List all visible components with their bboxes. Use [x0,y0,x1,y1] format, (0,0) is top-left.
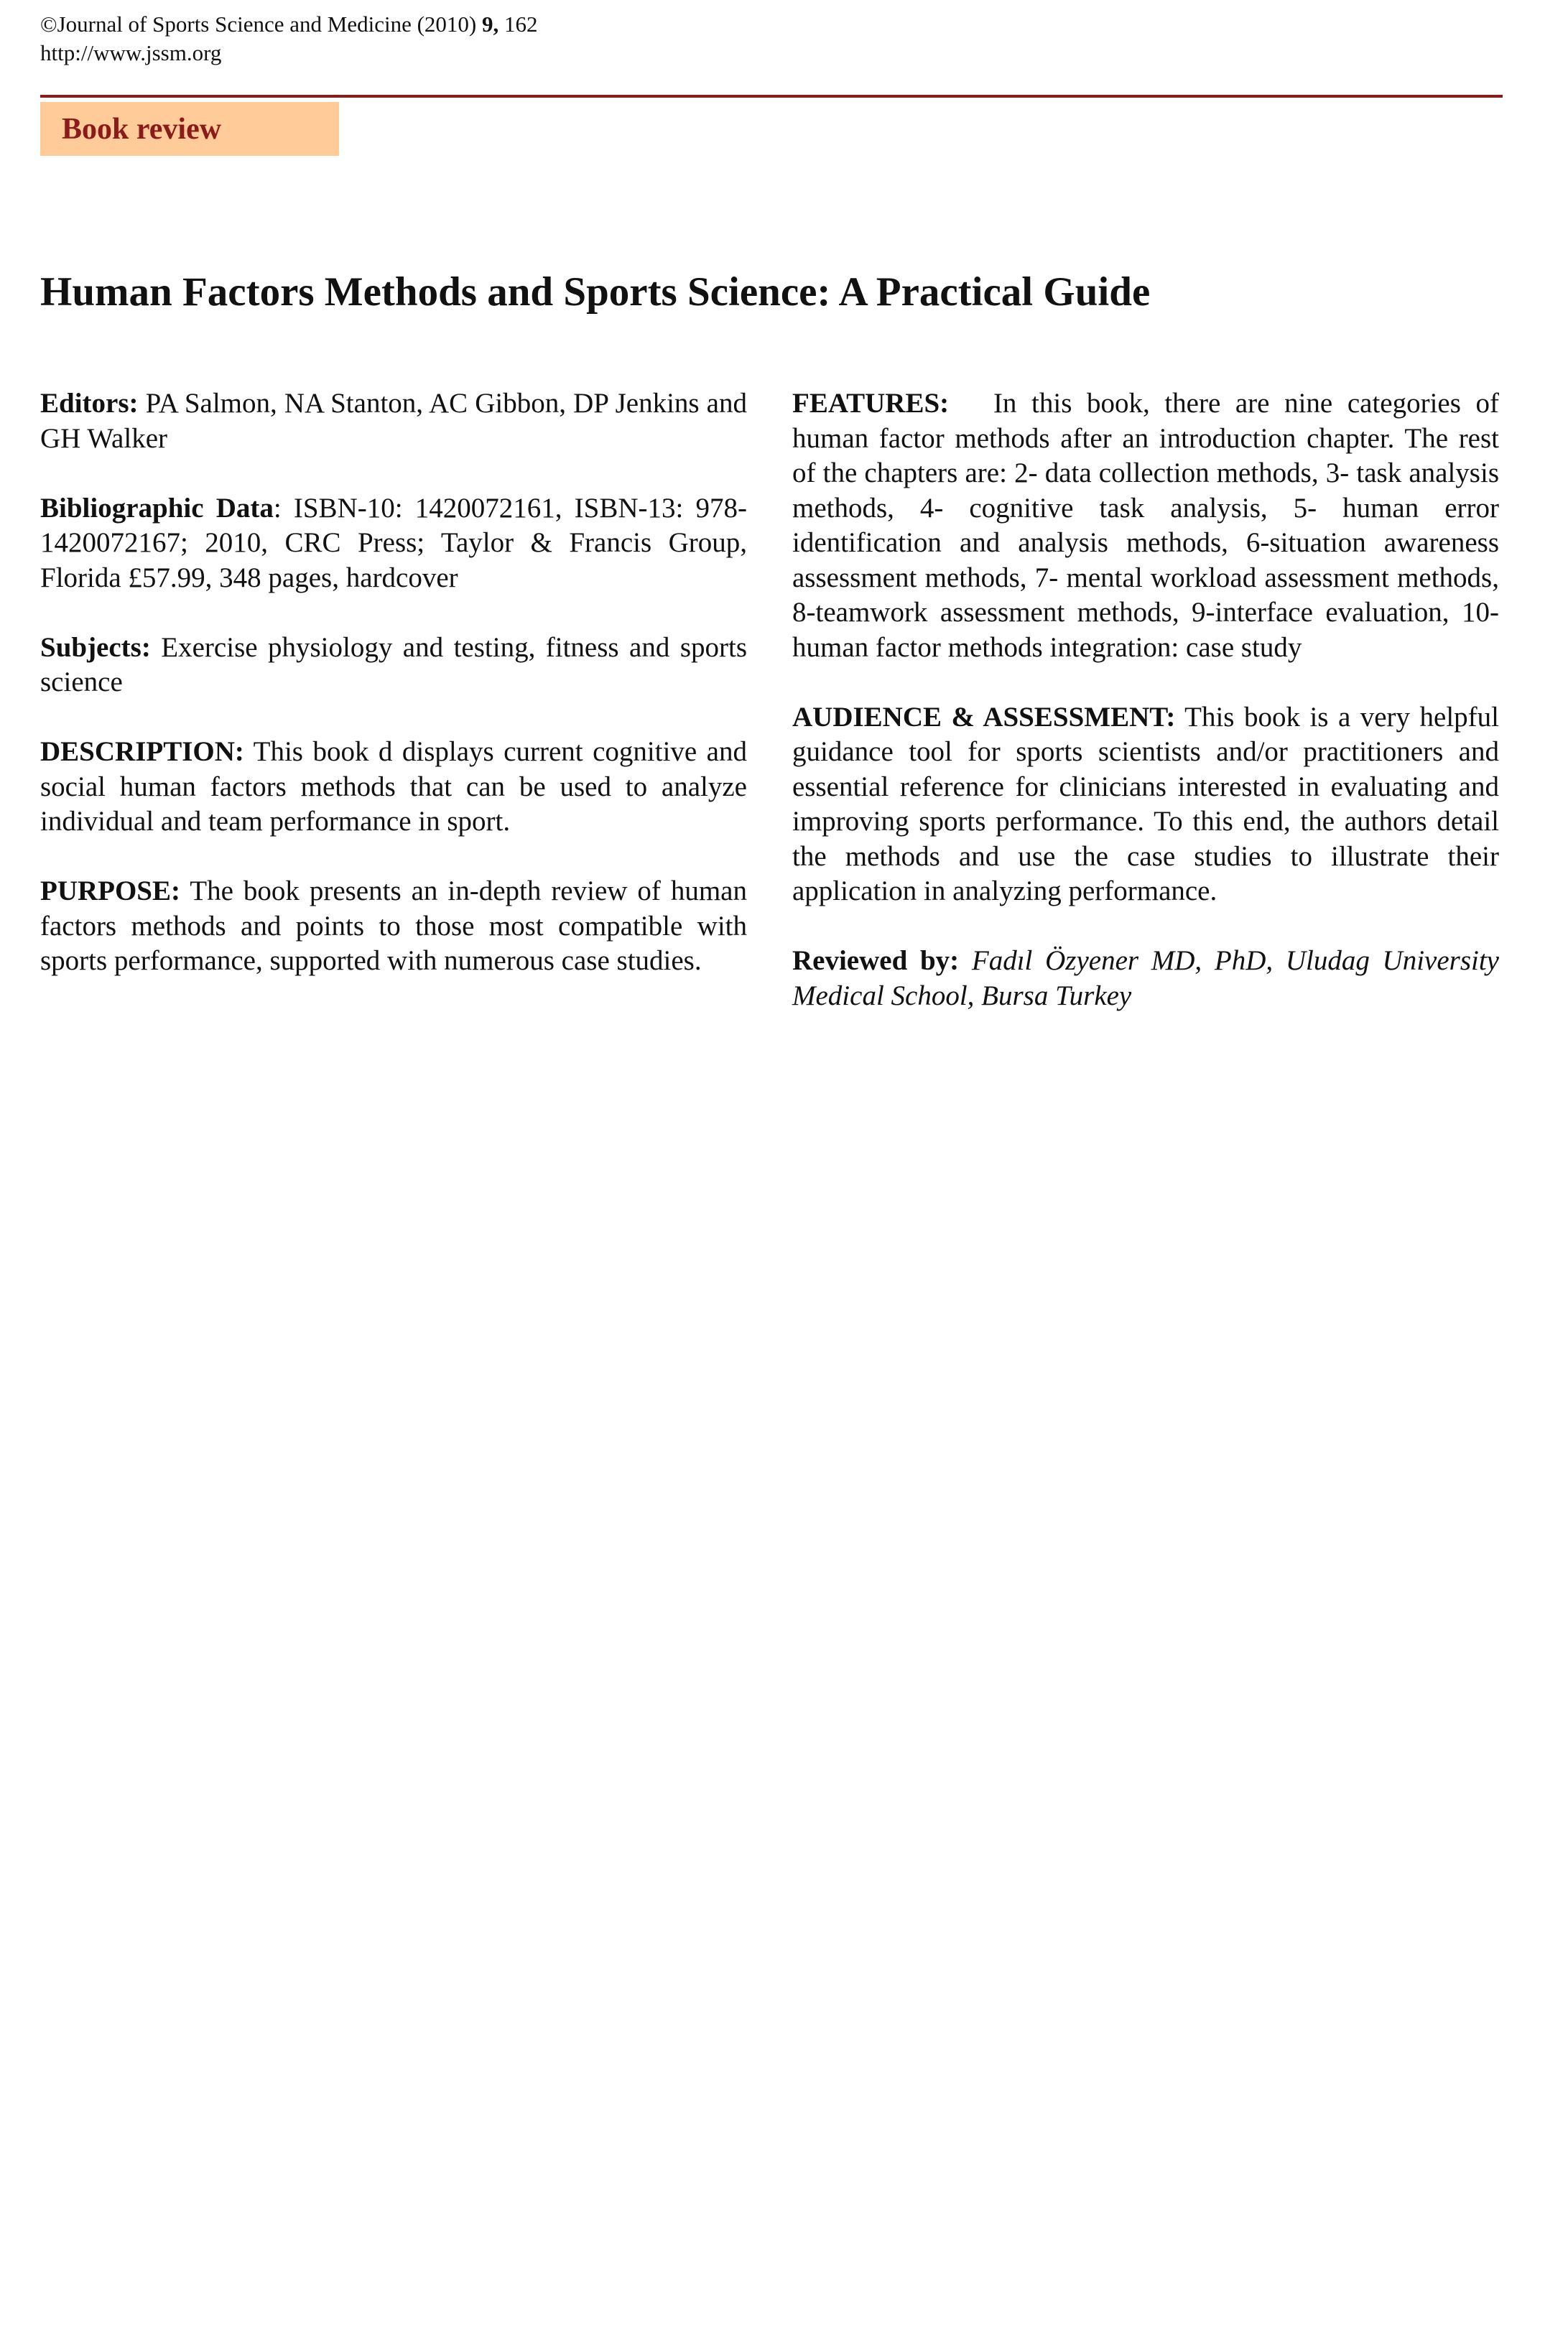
audience-paragraph [792,700,1499,909]
description-label: DESCRIPTION: [40,736,244,767]
journal-page: 162 [504,11,538,37]
purpose-paragraph [40,874,747,979]
subjects-paragraph [40,631,747,700]
reviewer-text: Fadıl Özyener MD, PhD, Uludag University Medical School, Bursa Turkey [792,945,1499,1011]
editors-text: PA Salmon, NA Stanton, AC Gibbon, DP Jenkins and GH Walker [40,388,747,454]
header-divider [40,95,1503,98]
bibliographic-text: : ISBN-10: 1420072161, ISBN-13: 978-1420072167; 2010, CRC Press; Taylor & Francis Group, Florida £57.99, 348 pages, hardcover [40,492,747,593]
section-badge [40,102,339,156]
reviewer-label: Reviewed by: [792,945,960,976]
features-text: In this book, there are nine categories of human factor methods after an introduction chapter. The rest of the chapters are: 2- data collection methods, 3- task analysis methods, 4- cognitive task analysis, 5- human error identification and analysis methods, 6-situation awareness assessment methods, 7- mental workload assessment methods, 8-teamwork assessment methods, 9-interface evaluation, 10- human factor methods integration: case study [792,388,1506,663]
bibliographic-label: Bibliographic Data [40,492,274,524]
editors-paragraph [40,386,747,456]
subjects-label: Subjects: [40,631,151,663]
section-label: Book review [62,112,222,146]
journal-volume: 9, [482,11,499,37]
purpose-text: The book presents an in-depth review of human factors methods and points to those most compatible with sports performance, supported with numerous case studies. [40,875,747,976]
audience-text: This book is a very helpful guidance tool for sports scientists and/or practitioners and essential reference for clinicians interested in evaluating and improving sports performance. To this end, the authors detail the methods and use the case studies to illustrate their application in analyzing performance. [792,701,1499,906]
description-paragraph [40,735,747,840]
features-paragraph [792,386,1506,665]
journal-header [40,10,538,68]
audience-label: AUDIENCE & ASSESSMENT: [792,701,1176,733]
bibliographic-paragraph [40,491,747,596]
journal-url[interactable]: http://www.jssm.org [40,40,222,65]
page-title: Human Factors Methods and Sports Science: A Practical Guide [40,269,1151,315]
description-text: This book d displays current cognitive and social human factors methods that can be used to analyze individual and team performance in sport. [40,736,747,837]
reviewer-paragraph [792,944,1499,1013]
features-label: FEATURES: [792,388,950,419]
subjects-text: Exercise physiology and testing, fitness and sports science [40,631,747,697]
journal-citation [40,10,538,39]
left-column [40,386,747,1013]
journal-name: ©Journal of Sports Science and Medicine (2010) [40,11,477,37]
editors-label: Editors: [40,388,139,419]
right-column [792,386,1506,1049]
purpose-label: PURPOSE: [40,875,180,906]
